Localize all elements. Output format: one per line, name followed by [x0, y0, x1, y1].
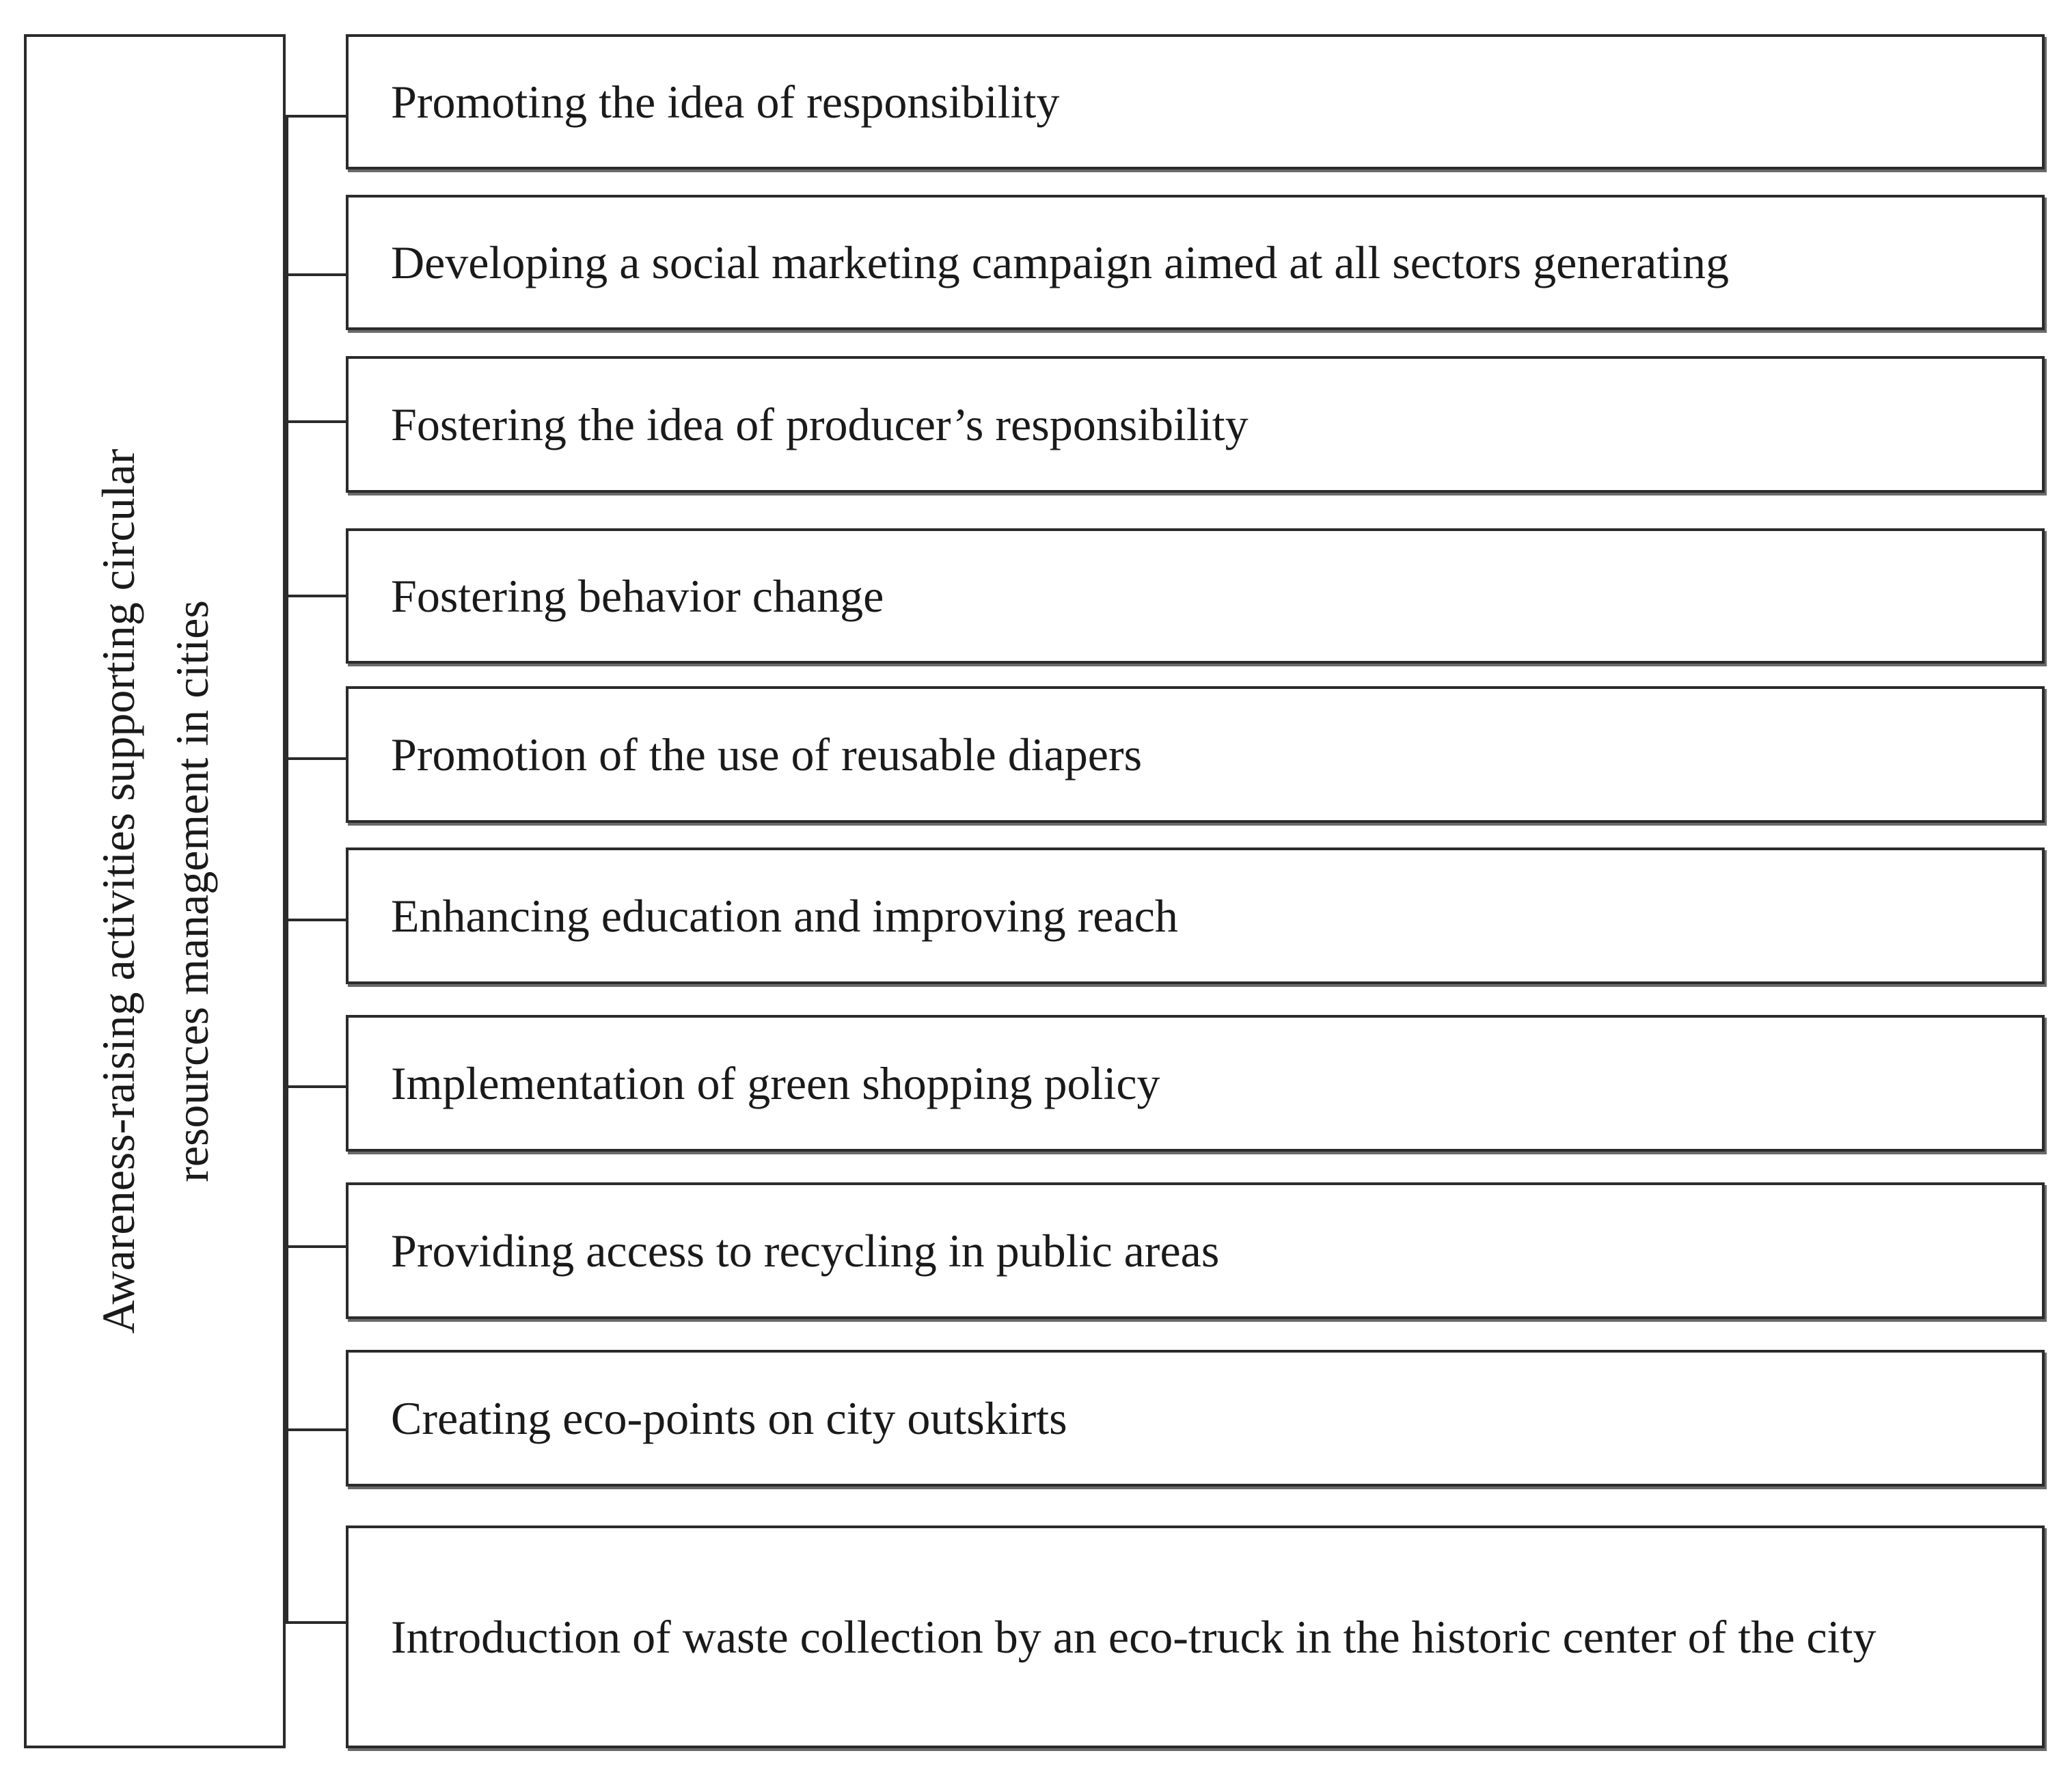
connector-branch: [286, 757, 347, 760]
activity-label: Fostering behavior change: [391, 570, 884, 622]
connector-branch: [286, 1428, 347, 1431]
activity-box: [346, 686, 2045, 823]
activity-label: Developing a social marketing campaign aimed at all sectors generating: [391, 236, 1730, 288]
connector-branch: [286, 1245, 347, 1248]
connector-branch: [286, 115, 347, 118]
connector-branch: [286, 1621, 347, 1624]
activity-box: [346, 1350, 2045, 1487]
activity-label: Promotion of the use of reusable diapers: [391, 729, 1143, 781]
connector-branch: [286, 1085, 347, 1088]
root-label: Awareness-raising activities supporting circular resources management in cities: [92, 448, 218, 1334]
activity-label: Promoting the idea of responsibility: [391, 76, 1060, 128]
activity-box: [346, 1525, 2045, 1748]
activity-label: Enhancing education and improving reach: [391, 890, 1178, 942]
activity-label: Providing access to recycling in public areas: [391, 1225, 1220, 1277]
activity-box: [346, 1182, 2045, 1319]
activity-box: [346, 195, 2045, 330]
connector-branch: [286, 273, 347, 276]
connector-branch: [286, 595, 347, 597]
activity-label: Creating eco-points on city outskirts: [391, 1392, 1067, 1444]
activity-box: [346, 847, 2045, 984]
connector-trunk: [286, 116, 288, 1624]
activity-box: [346, 34, 2045, 169]
activity-box: [346, 1015, 2045, 1152]
activity-label: Fostering the idea of producer’s responsibility: [391, 398, 1249, 450]
activity-label: Implementation of green shopping policy: [391, 1057, 1160, 1109]
root-box: [24, 34, 286, 1748]
connector-branch: [286, 420, 347, 423]
activity-box: [346, 528, 2045, 664]
connector-branch: [286, 919, 347, 921]
activity-label: Introduction of waste collection by an eco-truck in the historic center of the city: [391, 1611, 1877, 1663]
activity-box: [346, 356, 2045, 493]
